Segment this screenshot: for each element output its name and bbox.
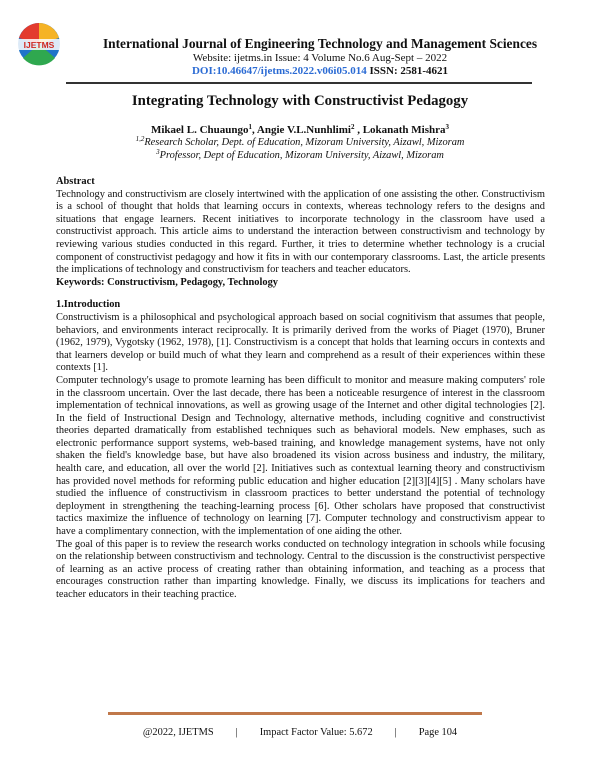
footer-page-number: Page 104 (418, 727, 458, 738)
introduction-heading: 1.Introduction (56, 299, 121, 311)
issn: ISSN: 2581-4621 (369, 65, 449, 77)
abstract-text: Technology and constructivism are closely intertwined with the application of one assisting the other. Constructivism is a school of thought that holds that learning occurs in contexts, whereas technology refers to the designs and situations that engage learners. Recent initiatives to incorporate technology in the classroom have used a constructivist approach. This article aims to understand the interaction between constructivism and technology by reviewing various studies conducted in this regard. Further, it tries to determine whether technology is a crucial component of constructivist pedagogy and how it fits in with our contemporary classrooms. Last, the article presents the implications of technology and constructivism for teachers and teacher educators. (56, 188, 545, 276)
journal-logo (13, 18, 65, 70)
author-name: Angie V.L.Nunhlimi (256, 124, 351, 136)
introduction-paragraph-2: Computer technology's usage to promote learning has been difficult to monitor and measure making computers' role in the classroom uncertain. Over the last decade, there has been a noticeable resurgence of interest in the classroom implementation of technical innovations, as well as growing usage of the Internet and other digital technologies [2]. In the field of Instructional Design and Technology, alternative methods, including cognitive and constructivist theories departed dramatically from established techniques such as behavioral models. New emphases, such as electronic performance support systems, web-based training, and knowledge management systems, have not only shaken the field's knowledge base, but have also broadened its vision across business and industry, the military, health care, and education, all over the world [2]. Initiatives such as contextual learning theory and constructivism has provided novel methods for reforming public education and higher education [2][3][4][5] . Many scholars have studied the influence of constructivism in classroom practices to better understand the potential of technology deployment in strengthening the teaching-learning process [6]. Other scholars have proposed that constructivist tactics maximize the influence of technology on learning [7]. Computer technology and constructivism appear to have a complimentary connection, with the implementation of one aiding the other. (56, 374, 545, 538)
abstract-heading: Abstract (56, 176, 95, 187)
affiliation-sup: 1,2 (135, 135, 145, 143)
affiliation-sup: 3 (156, 148, 160, 156)
author-name: Lokanath Mishra (362, 124, 446, 136)
article-body (56, 164, 545, 602)
author-sup: 2 (350, 123, 355, 131)
page-footer (0, 727, 600, 738)
journal-header (60, 36, 580, 78)
introduction-paragraph-3: The goal of this paper is to review the research works conducted on technology integration in schools while focusing on the relationship between constructivism and technology. Central to the discussion is the constructivist perspective of learning as an active process of creating rather than obtaining information, and teaching as a process that encourages construction rather than imparting knowledge. Finally, we discuss its implications for teachers and teacher educators in their teaching practice. (56, 538, 545, 600)
paper-title: Integrating Technology with Constructivist Pedagogy (131, 93, 469, 109)
footer-impact-factor: Impact Factor Value: 5.672 (259, 727, 373, 738)
author-sup: 3 (445, 123, 450, 131)
introduction-paragraph-1: Constructivism is a philosophical and psychological approach based on social cognitivism that assumes that people, behaviors, and environments interact reciprocally. It is primarily derived from the works of Piaget (1970), Bruner (1962, 1979), Vygotsky (1962, 1978), [1]. Constructivism is a concept that holds that learning occurs in contexts and that learners develop or build much of what they learn and comprehend as a result of their experiences within these contexts [1]. (56, 311, 545, 374)
affiliation-text: Professor, Dept of Education, Mizoram University, Aizawl, Mizoram (159, 150, 444, 161)
affiliation-1 (0, 137, 600, 148)
footer-copyright: @2022, IJETMS (142, 727, 214, 738)
footer-separator: | (235, 727, 238, 738)
footer-divider (108, 712, 482, 715)
journal-website-issue: Website: ijetms.in Issue: 4 Volume No.6 Aug-Sept – 2022 (192, 52, 448, 64)
logo-text: IJETMS (23, 40, 55, 50)
journal-title: International Journal of Engineering Technology and Management Sciences (102, 36, 538, 51)
footer-separator: | (394, 727, 397, 738)
author-list: Mikael L. Chuaungo$^1$, Angie V.L.Nunhlimi$^2$ , Lokanath Mishra$^3$ (150, 123, 450, 136)
header-divider (66, 82, 532, 84)
doi-issn-line (60, 65, 580, 78)
doi-link[interactable]: DOI:10.46647/ijetms.2022.v06i05.014 (191, 65, 367, 77)
keywords: Keywords: Constructivism, Pedagogy, Technology (56, 276, 278, 288)
author-sup: 1 (248, 123, 252, 131)
affiliation-2 (0, 150, 600, 161)
author-name: Mikael L. Chuaungo (150, 124, 249, 136)
affiliation-text: Research Scholar, Dept. of Education, Mizoram University, Aizawl, Mizoram (144, 137, 465, 148)
